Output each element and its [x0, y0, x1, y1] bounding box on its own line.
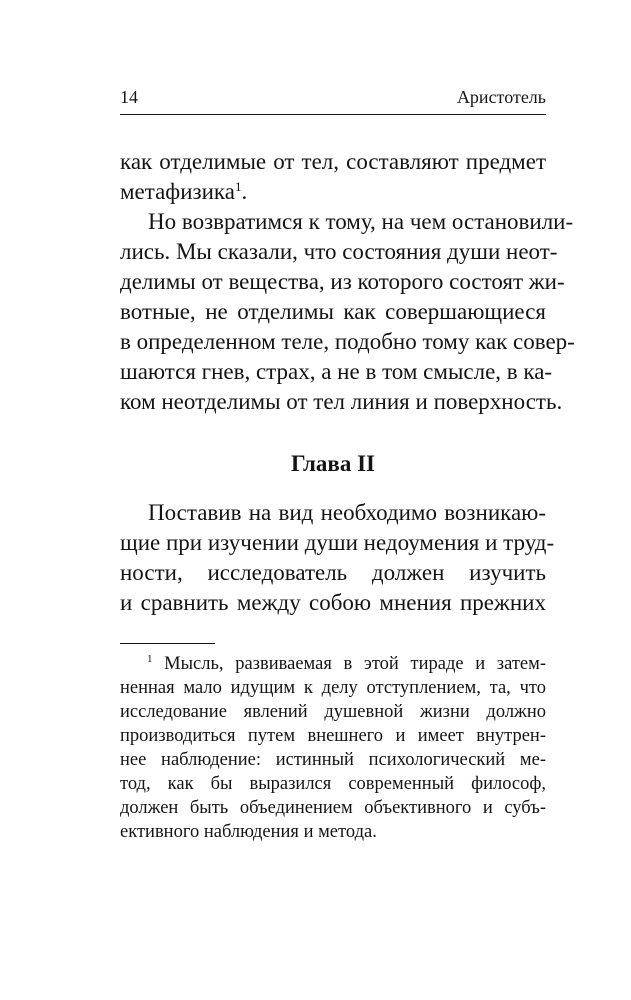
- text-line: щие при изучении души недоумения и труд-: [120, 530, 555, 555]
- footnote-line: должен быть объединением объективного и субъ-: [120, 798, 546, 818]
- footnote-line: производиться путем внешнего и имеет внутрен-: [120, 726, 546, 746]
- footnote-line: нее наблюдение: истинный психологический ме-: [120, 750, 546, 770]
- text-line: вотные, не отделимы как совершающиеся: [120, 299, 546, 324]
- running-head: Аристотель: [456, 87, 546, 107]
- footnote-line-text: Мысль, развиваемая в этой тираде и затем-: [164, 654, 546, 674]
- text-line: шаются гнев, страх, а не в том смысле, в ка-: [120, 359, 553, 384]
- text-line: Поставив на вид необходимо возникаю-: [148, 500, 546, 525]
- footnote-line: тод, как бы выразился современный философ,: [120, 774, 546, 794]
- footnote-line: ективного наблюдения и метода.: [120, 822, 377, 842]
- text-line: ности, исследователь должен изучить: [120, 560, 546, 585]
- text-line: и сравнить между собою мнения прежних: [120, 590, 546, 615]
- text-line: Но возвратимся к тому, на чем остановили-: [148, 209, 574, 234]
- footnote-number: 1: [147, 653, 153, 665]
- text-line: делимы от вещества, из которого состоят жи-: [120, 269, 565, 294]
- text-line: метафизика$^1$.: [120, 179, 248, 204]
- text-line: как отделимые от тел, составляют предмет: [120, 149, 546, 174]
- text-line-fragment: метафизика: [120, 179, 235, 204]
- footnote-line: ненная мало идущим к делу отступлением, та, что: [120, 678, 546, 698]
- page-number: 14: [120, 87, 138, 107]
- text-line: в определенном теле, подобно тому как совер-: [120, 329, 575, 354]
- header-rule: [120, 114, 546, 115]
- text-line: лись. Мы сказали, что состояния души неот-: [120, 239, 558, 264]
- chapter-title: Глава II: [290, 451, 375, 476]
- footnote-line: [147, 652, 546, 676]
- text-line: ком неотделимы от тел линия и поверхность.: [120, 389, 563, 414]
- footnote-reference[interactable]: 1: [234, 179, 242, 194]
- footnote-line: исследование явлений душевной жизни должно: [120, 702, 546, 722]
- footnote-rule: [120, 643, 215, 644]
